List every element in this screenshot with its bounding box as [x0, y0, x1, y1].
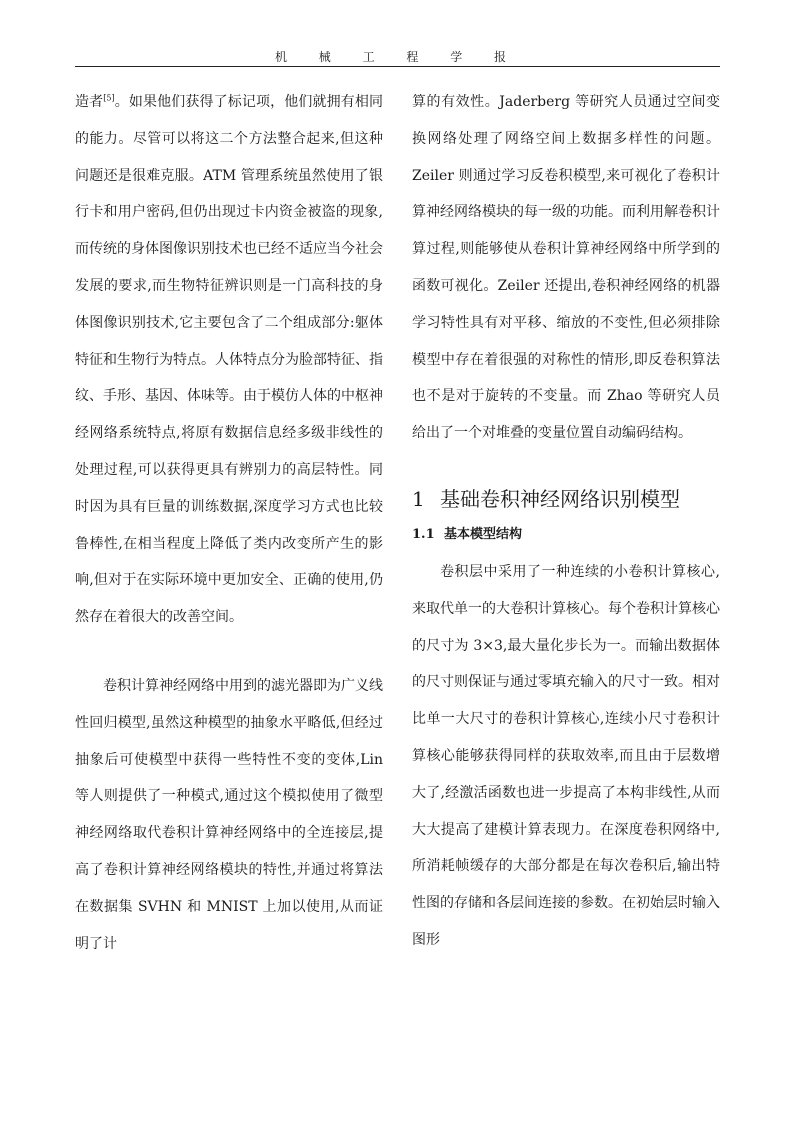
right-column [412, 84, 720, 959]
paragraph-text: 。如果他们获得了标记项，他们就拥有相同的能力。尽管可以将这二个方法整合起来,但这种问题还是很难克服。ATM 管理系统虽然使用了银行卡和用户密码,但仍出现过卡内资金被盗的现象,而传统的身体图像识别技术也已经不适应当今社会发展的要求,而生物特征辨识则是一门高科技的身体图像识别技术,它主要包含了二个组成部分:躯体特征和生物行为特点。人体特点分为脸部特征、指纹、手形、基因、体味等。由于模仿人体的中枢神经网络系统特点,将原有数据信息经多级非线性的处理过程,可以获得更具有辨别力的高层特性。同时因为具有巨量的训练数据,深度学习方式也比较鲁棒性,在相当程度上降低了类内改变所产生的影响,但对于在实际环境中更加安全、正确的使用,仍然存在着很大的改善空间。 [75, 94, 384, 626]
section-heading [412, 482, 720, 516]
paragraph-text: 造者 [75, 94, 104, 110]
body-paragraph [75, 84, 383, 636]
running-header [75, 0, 720, 67]
section-number: 1 [412, 486, 425, 511]
body-paragraph: 算的有效性。Jaderberg 等研究人员通过空间变换网络处理了网络空间上数据多样性的问题。Zeiler 则通过学习反卷积模型,来可视化了卷积计算神经网络模块的每一级的功能。而利用解卷积计算过程,则能够使从卷积计算神经网络中所学到的函数可视化。Zeiler 还提出,卷积神经网络的机器学习特性具有对平移、缩放的不变性,但必须排除模型中存在着很强的对称性的情形,即反卷积算法也不是对于旋转的不变量。而 Zhao 等研究人员给出了一个对堆叠的变量位置自动编码结构。 [412, 94, 720, 442]
paragraph-gap [75, 636, 383, 668]
body-paragraph: 卷积层中采用了一种连续的小卷积计算核心,来取代单一的大卷积计算核心。每个卷积计算核心的尺寸为 3×3,最大量化步长为一。而输出数据体的尺寸则保证与通过零填充输入的尺寸一致。相对比单一大尺寸的卷积计算核心,连续小尺寸卷积计算核心能够获得同样的获取效率,而且由于层数增大了,经激活函数也进一步提高了本构非线性,从而大大提高了建模计算表现力。在深度卷积网络中,所消耗帧缓存的大部分都是在每次卷积后,输出特性图的存储和各层间连接的参数。在初始层时输入图形 [412, 563, 720, 948]
body-paragraph: 卷积计算神经网络中用到的滤光器即为广义线性回归模型,虽然这种模型的抽象水平略低,但经过抽象后可使模型中获得一些特性不变的变体,Lin 等人则提供了一种模式,通过这个模拟使用了微型神经网络取代卷积计算神经网络中的全连接层,提高了卷积计算神经网络模块的特性,并通过将算法在数据集 SVHN 和 MNIST 上加以使用,从而证明了计 [75, 677, 383, 952]
journal-title: 机 械 工 程 学 报 [274, 50, 521, 64]
subsection-number: 1.1 [412, 526, 435, 542]
citation-marker: [5] [103, 93, 115, 103]
left-column [75, 84, 383, 962]
subsection-heading [412, 520, 720, 550]
subsection-title: 基本模型结构 [444, 526, 523, 542]
section-title: 基础卷积神经网络识别模型 [440, 486, 680, 511]
